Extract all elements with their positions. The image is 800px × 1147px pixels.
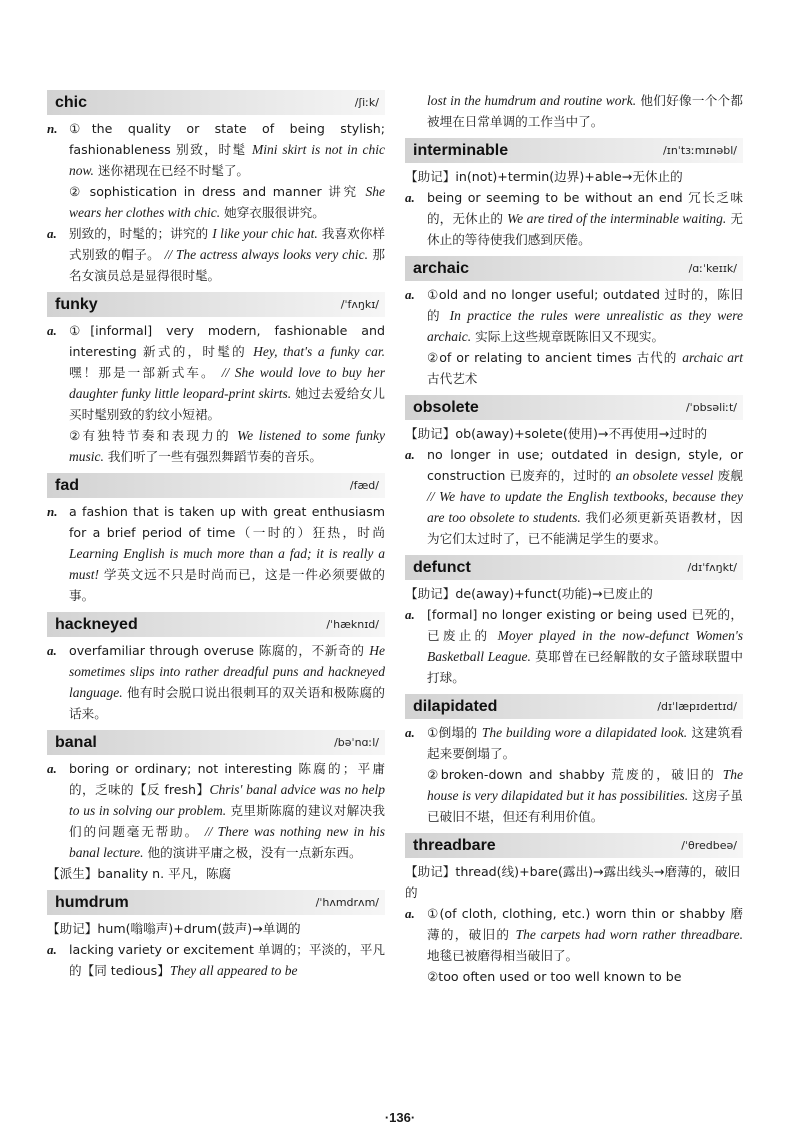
entry-header [47, 612, 385, 637]
example-zh: 克里斯陈腐的建议对解决我们的问题毫无帮助。 [69, 803, 385, 839]
sense-line [405, 903, 743, 966]
entry-funky [47, 292, 385, 467]
sense-line [47, 320, 385, 425]
pronunciation: /ɪnˈtɜːmɪnəbl/ [663, 144, 737, 157]
example-zh: 废舰 [713, 468, 743, 483]
example-en: // There was nothing new in his banal lecture. [69, 824, 385, 860]
part-of-speech: a. [47, 761, 57, 776]
example-en: archaic art [682, 350, 743, 365]
headword: interminable [413, 141, 509, 159]
page-number: ·136· [384, 1110, 416, 1125]
example-zh: 实际上这些规章既陈旧又不现实。 [471, 329, 665, 344]
sense-line [47, 501, 385, 606]
example-zh: 莫耶曾在已经解散的女子篮球联盟中打球。 [427, 649, 743, 685]
entry-archaic [405, 256, 743, 389]
part-of-speech: a. [405, 906, 415, 921]
definition [405, 347, 743, 389]
definition [69, 118, 385, 181]
example-zh: 我们听了一些有强烈舞蹈节奏的音乐。 [103, 449, 322, 464]
headword: archaic [413, 259, 470, 277]
part-of-speech: a. [47, 942, 57, 957]
entry-header [405, 138, 743, 163]
entry-humdrum [47, 890, 385, 981]
entry-header [405, 555, 743, 580]
example-zh: 她过去爱给女儿买时髦别致的豹纹小短裙。 [69, 386, 385, 422]
mnemonic: 【助记】thread(线)+bare(露出)→露出线头→磨薄的，破旧的 [405, 864, 741, 900]
entry-header [47, 473, 385, 498]
sense-line [47, 939, 385, 981]
entry-header [47, 90, 385, 115]
entry-header [405, 256, 743, 281]
definition [47, 181, 385, 223]
entry-obsolete [405, 395, 743, 549]
pronunciation: /fæd/ [349, 479, 379, 492]
example-en: They all appeared to be [169, 963, 298, 978]
left-column [47, 90, 385, 987]
mnemonic: 【助记】hum(嗡嗡声)+drum(鼓声)→单调的 [47, 921, 301, 936]
mnemonic: 【助记】in(not)+termin(边界)+able→无休止的 [405, 169, 683, 184]
part-of-speech: a. [47, 323, 57, 338]
headword: humdrum [55, 893, 129, 911]
entry-header [47, 730, 385, 755]
def-text: overfamiliar through overuse 陈腐的，不新奇的 [69, 643, 370, 658]
example-zh: 我们必须更新英语教材，因为它们太过时了，已不能满足学生的要求。 [427, 510, 743, 546]
definition [69, 758, 385, 863]
definition [405, 764, 743, 827]
right-column [405, 92, 743, 993]
part-of-speech: a. [47, 643, 57, 658]
derived-form: 【派生】banality n. 平凡，陈腐 [47, 866, 232, 881]
def-text: boring or ordinary; not interesting 陈腐的；平庸的，乏味的【反 fresh】 [69, 761, 385, 797]
example-en: Mini skirt is not in chic now. [69, 142, 385, 178]
definition [427, 903, 743, 966]
definition [405, 966, 743, 987]
entry-chic [47, 90, 385, 286]
headword: defunct [413, 558, 471, 576]
pronunciation: /ˈɒbsəliːt/ [685, 401, 737, 414]
entry-banal [47, 730, 385, 884]
definition [427, 604, 743, 688]
part-of-speech: a. [405, 447, 415, 462]
definition [427, 284, 743, 347]
headword: dilapidated [413, 697, 498, 715]
def-text: ①[informal] very modern, fashionable and interesting 新式的，时髦的 [69, 323, 385, 359]
example-en: lost in the humdrum and routine work. [427, 93, 637, 108]
part-of-speech: a. [47, 226, 57, 241]
example-en: The carpets had worn rather threadbare. [515, 927, 743, 942]
example-en: Hey, that's a funky car. [253, 344, 385, 359]
def-text: [formal] no longer existing or being used 已死的，已废止的 [427, 607, 743, 643]
example-en: Learning English is much more than a fad; it is really a must! [69, 546, 385, 582]
def-text: ①(of cloth, clothing, etc.) worn thin or shabby 磨薄的，破旧的 [427, 906, 743, 942]
def-text: ①the quality or state of being stylish; fashionableness 别致，时髦 [69, 121, 385, 157]
entry-hackneyed [47, 612, 385, 724]
part-of-speech: a. [405, 607, 415, 622]
example-en: He sometimes slips into rather dreadful puns and hackneyed language. [69, 643, 385, 700]
definition [427, 444, 743, 549]
def-text: ② sophistication in dress and manner 讲究 [69, 184, 366, 199]
definition [69, 939, 385, 981]
headword: hackneyed [55, 615, 138, 633]
example-zh: 无休止的等待使我们感到厌倦。 [427, 211, 743, 247]
part-of-speech: n. [47, 504, 58, 519]
example-en: // The actress always looks very chic. [164, 247, 368, 262]
entry-fad [47, 473, 385, 606]
headword: threadbare [413, 836, 496, 854]
example-zh: 古代艺术 [427, 371, 478, 386]
definition [427, 187, 743, 250]
part-of-speech: a. [405, 190, 415, 205]
def-text: ②有独特节奏和表现力的 [69, 428, 238, 443]
sense-line [405, 722, 743, 764]
example-en: We are tired of the interminable waiting. [507, 211, 727, 226]
definition [47, 425, 385, 467]
example-zh: 她穿衣服很讲究。 [220, 205, 325, 220]
mnemonic: 【助记】de(away)+funct(功能)→已废止的 [405, 586, 653, 601]
example-en: In practice the rules were unrealistic as they were archaic. [427, 308, 743, 344]
example-en: She wears her clothes with chic. [69, 184, 385, 220]
definition-continued [405, 90, 743, 132]
headword: funky [55, 295, 98, 313]
pronunciation: /dɪˈfʌŋkt/ [687, 561, 737, 574]
pronunciation: /ˈhʌmdrʌm/ [315, 896, 379, 909]
entry-header [405, 694, 743, 719]
pronunciation: /dɪˈlæpɪdeɪtɪd/ [657, 700, 737, 713]
sense-line [405, 604, 743, 688]
example-en: Moyer played in the now-defunct Women's Basketball League. [427, 628, 743, 664]
example-en: // She would love to buy her daughter funky little leopard-print skirts. [69, 365, 385, 401]
sense-line [47, 640, 385, 724]
headword: chic [55, 93, 88, 111]
def-text: lacking variety or excitement 单调的；平淡的，平凡的【同 tedious】 [69, 942, 385, 978]
def-text: ②too often used or too well known to be [427, 969, 682, 984]
example-zh: 我喜欢你样式别致的帽子。 [69, 226, 385, 262]
pronunciation: /bəˈnɑːl/ [334, 736, 379, 749]
example-en: an obsolete vessel [615, 468, 714, 483]
example-en: I like your chic hat. [212, 226, 318, 241]
pronunciation: /ˈθredbeə/ [681, 839, 737, 852]
entry-humdrum-continued [405, 90, 743, 132]
headword: fad [55, 476, 79, 494]
part-of-speech: a. [405, 725, 415, 740]
definition [69, 640, 385, 724]
example-en: The building wore a dilapidated look. [481, 725, 688, 740]
example-zh: 地毯已被磨得相当破旧了。 [427, 948, 579, 963]
example-en: // We have to update the English textbooks, because they are too obsolete to students. [427, 489, 743, 525]
entry-dilapidated [405, 694, 743, 827]
example-zh: 这建筑看起来要倒塌了。 [427, 725, 743, 761]
example-zh: 他有时会脱口说出很刺耳的双关语和极陈腐的话来。 [69, 685, 385, 721]
def-text: ②broken-down and shabby 荒废的，破旧的 [427, 767, 723, 782]
def-text: ①old and no longer useful; outdated 过时的，陈旧的 [427, 287, 743, 323]
definition [69, 501, 385, 606]
def-text: ①倒塌的 [427, 725, 482, 740]
example-en: Chris' banal advice was no help to us in solving our problem. [69, 782, 385, 818]
def-text: being or seeming to be without an end 冗长乏味的，无休止的 [427, 190, 743, 226]
def-text: a fashion that is taken up with great enthusiasm for a brief period of time（一时的）狂热，时尚 [69, 504, 385, 540]
entry-header [405, 833, 743, 858]
example-zh: 那名女演员总是显得很时髦。 [69, 247, 385, 283]
pronunciation: /ˈfʌŋkɪ/ [340, 298, 379, 311]
sense-line [47, 118, 385, 181]
pronunciation: /ɑːˈkeɪɪk/ [688, 262, 737, 275]
sense-line [47, 758, 385, 863]
definition [69, 320, 385, 425]
example-zh: 这房子虽已破旧不堪，但还有利用价值。 [427, 788, 743, 824]
entry-interminable [405, 138, 743, 250]
def-text: ②of or relating to ancient times 古代的 [427, 350, 683, 365]
example-zh: 嘿！那是一部新式车。 [69, 365, 222, 380]
example-zh: 学英文远不只是时尚而已，这是一件必须要做的事。 [69, 567, 385, 603]
entry-header [47, 292, 385, 317]
pronunciation: /ˈhæknɪd/ [326, 618, 379, 631]
def-text: 别致的，时髦的；讲究的 [69, 226, 213, 241]
example-zh: 他的演讲平庸之极，没有一点新东西。 [143, 845, 362, 860]
pronunciation: /ʃiːk/ [354, 96, 379, 109]
part-of-speech: a. [405, 287, 415, 302]
headword: banal [55, 733, 97, 751]
example-zh: 迷你裙现在已经不时髦了。 [93, 163, 250, 178]
entry-threadbare [405, 833, 743, 987]
example-en: We listened to some funky music. [69, 428, 386, 464]
sense-line [405, 187, 743, 250]
sense-line [405, 284, 743, 347]
entry-header [405, 395, 743, 420]
example-zh: 他们好像一个个都被埋在日常单调的工作当中了。 [427, 93, 743, 129]
example-en: The house is very dilapidated but it has possibilities. [427, 767, 743, 803]
entry-header [47, 890, 385, 915]
part-of-speech: n. [47, 121, 58, 136]
def-text: no longer in use; outdated in design, style, or construction 已废弃的，过时的 [427, 447, 743, 483]
sense-line [47, 223, 385, 286]
entry-defunct [405, 555, 743, 688]
mnemonic: 【助记】ob(away)+solete(使用)→不再使用→过时的 [405, 426, 708, 441]
definition [69, 223, 385, 286]
sense-line [405, 444, 743, 549]
definition [427, 722, 743, 764]
headword: obsolete [413, 398, 479, 416]
